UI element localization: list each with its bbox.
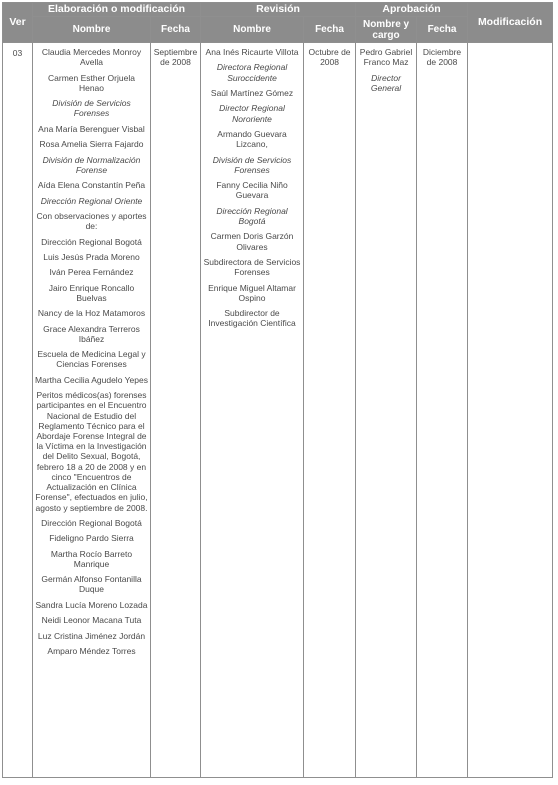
role-entry: Director General bbox=[370, 72, 402, 93]
role-entry: División de Servicios Forenses bbox=[212, 154, 292, 175]
name-entry: Germán Alfonso Fontanilla Duque bbox=[41, 574, 142, 595]
name-entry: Grace Alexandra Terreros Ibáñez bbox=[43, 323, 140, 344]
review-date-cell: Octubre de 2008 bbox=[304, 43, 356, 778]
role-entry: Directora Regional Suroccidente bbox=[216, 62, 288, 83]
name-entry: Nancy de la Hoz Matamoros bbox=[37, 308, 146, 319]
name-entry: Enrique Miguel Altamar Ospino bbox=[208, 282, 296, 303]
modification-cell bbox=[468, 43, 553, 778]
review-names-cell bbox=[201, 43, 304, 778]
review-name-header: Nombre bbox=[201, 17, 304, 43]
approval-name-role-header: Nombre y cargo bbox=[356, 17, 417, 43]
role-entry: División de Servicios Forenses bbox=[52, 98, 131, 119]
name-entry: Martha Cecilia Agudelo Yepes bbox=[35, 374, 148, 385]
name-entry: Aída Elena Constantín Peña bbox=[37, 180, 146, 191]
name-entry: Armando Guevara Lizcano, bbox=[217, 128, 287, 150]
name-entry: Sandra Lucía Moreno Lozada bbox=[35, 599, 148, 610]
name-entry: Martha Rocío Barreto Manrique bbox=[50, 548, 133, 569]
modification-header: Modificación bbox=[468, 3, 553, 43]
name-entry: Fideligno Pardo Sierra bbox=[49, 533, 134, 544]
name-entry: Carmen Doris Garzón Olivares bbox=[210, 231, 294, 252]
name-entry: Claudia Mercedes Monroy Avella bbox=[41, 47, 142, 68]
name-entry: Rosa Amelia Sierra Fajardo bbox=[39, 139, 144, 150]
role-entry: División de Normalización Forense bbox=[42, 154, 141, 175]
approval-date-cell: Diciembre de 2008 bbox=[417, 43, 468, 778]
role-entry: Dirección Regional Bogotá bbox=[216, 205, 288, 226]
name-entry: Ana María Berenguer Visbal bbox=[38, 123, 145, 134]
name-entry: Ana Inés Ricaurte Villota bbox=[205, 47, 299, 57]
approval-names-cell bbox=[356, 43, 417, 778]
version-header: Ver bbox=[3, 3, 33, 43]
name-entry: Iván Perea Fernández bbox=[49, 267, 134, 278]
elaboration-header: Elaboración o modificación bbox=[33, 3, 201, 17]
name-entry: Subdirector de Investigación Científica bbox=[208, 308, 296, 329]
elaboration-date-cell: Septiembre de 2008 bbox=[151, 43, 201, 778]
name-entry: Con observaciones y aportes de: bbox=[36, 210, 147, 232]
elaboration-names-cell bbox=[33, 43, 151, 778]
name-entry: Fanny Cecilia Niño Guevara bbox=[216, 180, 288, 201]
name-entry: Pedro Gabriel Franco Maz bbox=[359, 47, 413, 68]
table-row bbox=[3, 43, 553, 778]
review-header: Revisión bbox=[201, 3, 356, 17]
approval-date-header: Fecha bbox=[417, 17, 468, 43]
name-entry: Dirección Regional Bogotá bbox=[41, 236, 142, 247]
role-entry: Dirección Regional Oriente bbox=[40, 195, 143, 206]
name-entry: Carmen Esther Orjuela Henao bbox=[48, 72, 135, 93]
name-entry: Saúl Martínez Gómez bbox=[210, 87, 294, 98]
version-cell: 03 bbox=[3, 43, 33, 778]
name-entry: Subdirectora de Servicios Forenses bbox=[203, 256, 301, 278]
name-entry: Luz Cristina Jiménez Jordán bbox=[37, 630, 146, 641]
name-entry: Peritos médicos(as) forenses participantes en el Encuentro Nacional de Estudio del Reglamento Técnico para el Abordaje Forense Integral de la Víctima en la Investigación del Delito Sexual, Bogotá, febrero 18 a 20 de 2008 y en cinco "Encuentros de Actualización en Clínica Forense", efectuados en julio, agosto y septiembre de 2008. bbox=[35, 390, 148, 513]
name-entry: Jairo Enrique Roncallo Buelvas bbox=[48, 282, 135, 303]
elaboration-name-header: Nombre bbox=[33, 17, 151, 43]
name-entry: Luis Jesús Prada Moreno bbox=[43, 251, 140, 262]
document-control-table bbox=[2, 2, 553, 778]
name-entry: Escuela de Medicina Legal y Ciencias Forenses bbox=[37, 349, 146, 370]
review-date-header: Fecha bbox=[304, 17, 356, 43]
name-entry: Neidi Leonor Macana Tuta bbox=[41, 615, 142, 626]
name-entry: Dirección Regional Bogotá bbox=[41, 517, 142, 528]
role-entry: Director Regional Nororiente bbox=[219, 103, 285, 124]
approval-header: Aprobación bbox=[356, 3, 468, 17]
elaboration-date-header: Fecha bbox=[151, 17, 201, 43]
name-entry: Amparo Méndez Torres bbox=[47, 646, 136, 657]
